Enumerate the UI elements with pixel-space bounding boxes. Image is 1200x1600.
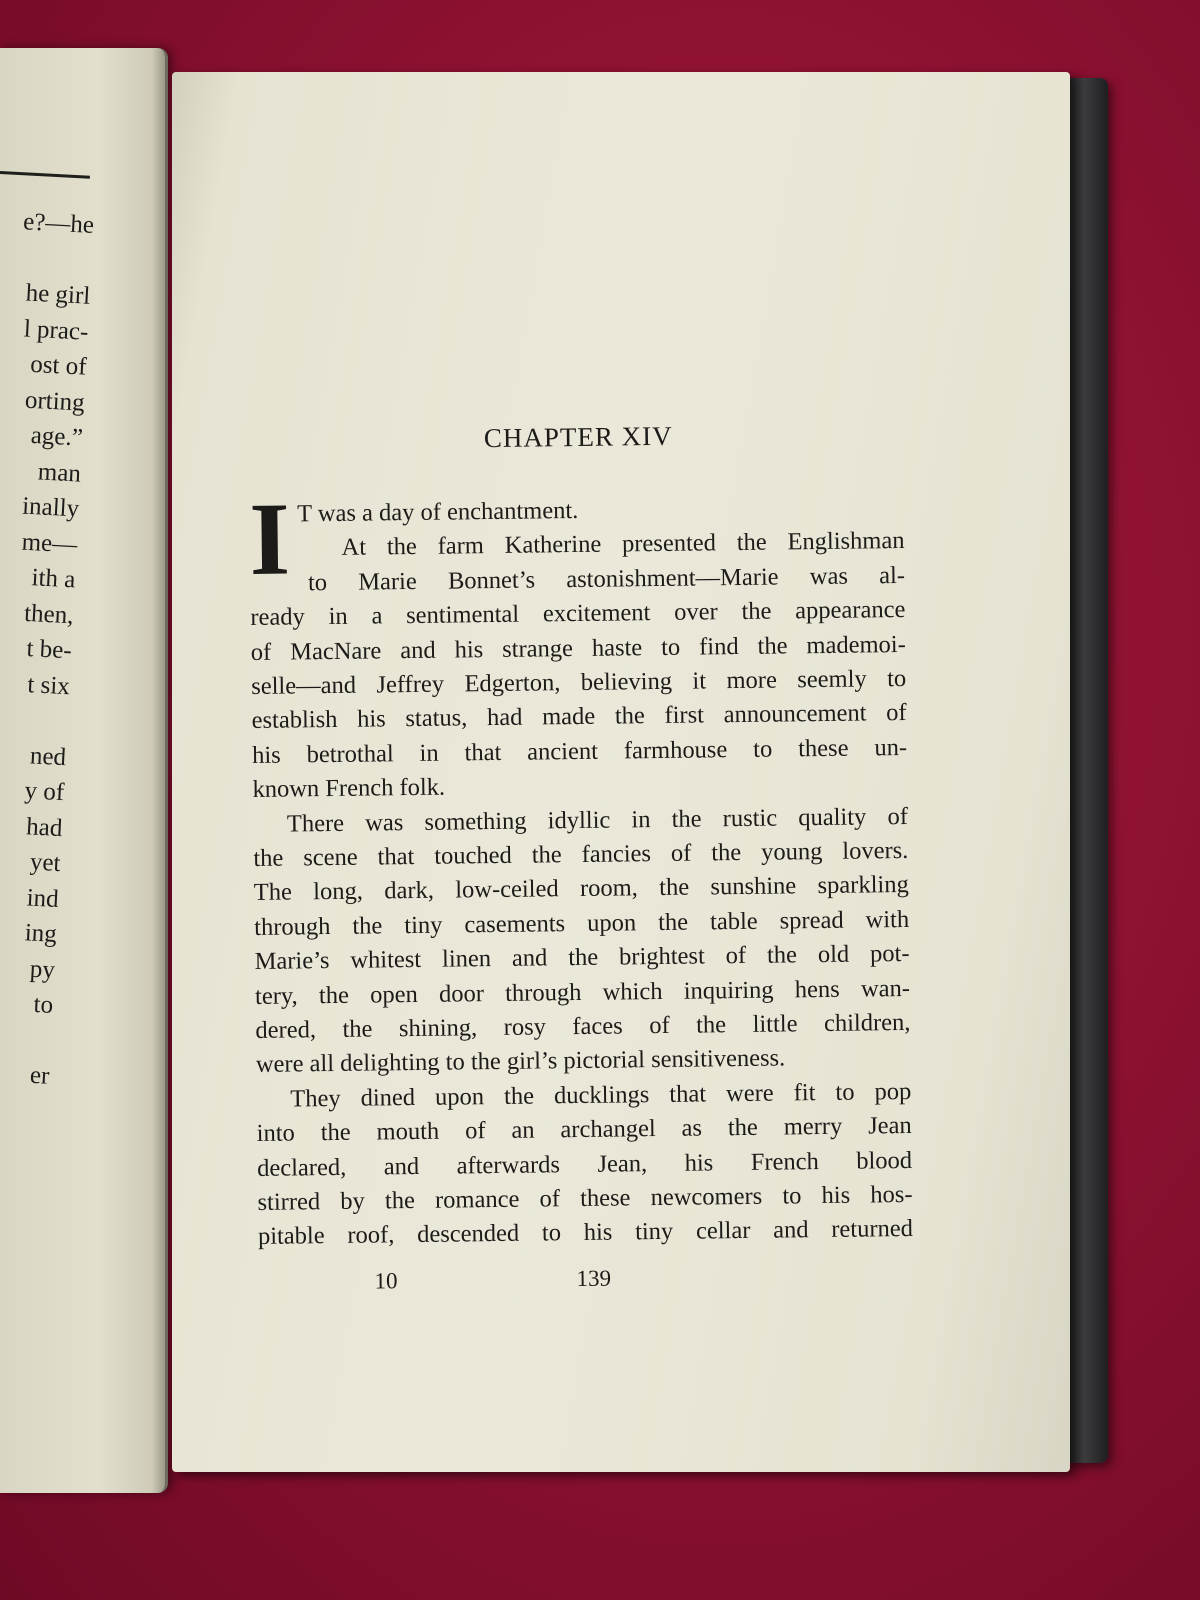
chapter-heading: CHAPTER XIV	[483, 420, 673, 454]
text-line: the scene that touched the fancies of the young lovers.	[253, 836, 909, 872]
left-page-line: age.”	[30, 421, 84, 452]
text-line: Marie’s whitest linen and the brightest of the old pot-	[254, 940, 910, 976]
left-page-line: man	[37, 457, 82, 488]
left-page-line: t six	[26, 670, 71, 700]
left-page-line: ned	[29, 741, 67, 771]
text-line: declared, and afterwards Jean, his French blood	[256, 1146, 913, 1182]
left-page-line	[0, 699, 69, 739]
left-page-text	[0, 203, 95, 1094]
left-page-line: e?—he	[22, 208, 95, 239]
page-number: 139	[576, 1265, 612, 1292]
left-page-line: inally	[21, 492, 80, 523]
text-line: to Marie Bonnet’s astonishment—Marie was al-	[307, 561, 906, 597]
text-line: T was a day of enchantment.	[296, 496, 579, 528]
left-page-line: to	[32, 990, 54, 1019]
text-line: through the tiny casements upon the table spread with	[254, 905, 910, 941]
text-line: They dined upon the ducklings that were fit to pop	[290, 1077, 912, 1113]
text-line: ready in a sentimental excitement over the appearance	[250, 596, 906, 632]
left-page-line: ost of	[29, 350, 88, 381]
left-page-line: t be-	[25, 635, 73, 665]
left-page-line: orting	[24, 386, 86, 417]
left-page-line: ing	[24, 919, 58, 948]
left-page-rule	[0, 171, 90, 179]
text-line: into the mouth of an archangel as the merry Jean	[256, 1112, 912, 1148]
left-facing-page	[0, 48, 168, 1493]
left-page-line: me—	[21, 528, 78, 558]
left-page-line: ith a	[30, 564, 77, 594]
text-line: tery, the open door through which inquiring hens wan-	[254, 974, 911, 1010]
text-line: selle—and Jeffrey Edgerton, believing it more seemly to	[251, 664, 907, 700]
text-line: The long, dark, low-ceiled room, the sunshine sparkling	[253, 871, 909, 907]
left-page-line	[0, 238, 93, 278]
left-page-line: er	[29, 1061, 51, 1090]
left-page-line: he girl	[25, 279, 91, 310]
left-page-line: had	[25, 812, 64, 842]
book-cover-edge	[1068, 78, 1108, 1463]
text-line: dered, the shining, rosy faces of the little children,	[255, 1008, 911, 1044]
text-line: establish his status, had made the first announcement of	[251, 699, 907, 735]
text-line: his betrothal in that ancient farmhouse to these un-	[251, 733, 908, 769]
text-line: stirred by the romance of these newcomers to his hos-	[257, 1180, 913, 1216]
left-page-line: y of	[23, 777, 65, 807]
text-line: There was something idyllic in the rustic quality of	[286, 802, 909, 838]
left-page-line: then,	[23, 599, 75, 629]
text-line: known French folk.	[252, 773, 446, 804]
text-line: of MacNare and his strange haste to find the mademoi-	[250, 630, 906, 666]
left-page-line: yet	[29, 848, 62, 878]
text-line: pitable roof, descended to his tiny cellar and returned	[257, 1215, 914, 1251]
left-page-line: py	[29, 955, 56, 984]
left-page-line: l prac-	[23, 314, 90, 346]
left-page-line	[0, 1018, 52, 1058]
drop-cap: I	[248, 481, 291, 597]
left-page-line: ind	[26, 883, 60, 913]
signature-mark: 10	[374, 1268, 398, 1294]
text-line: were all delighting to the girl’s pictorial sensitiveness.	[255, 1044, 786, 1079]
text-line: At the farm Katherine presented the Englishman	[341, 527, 905, 562]
